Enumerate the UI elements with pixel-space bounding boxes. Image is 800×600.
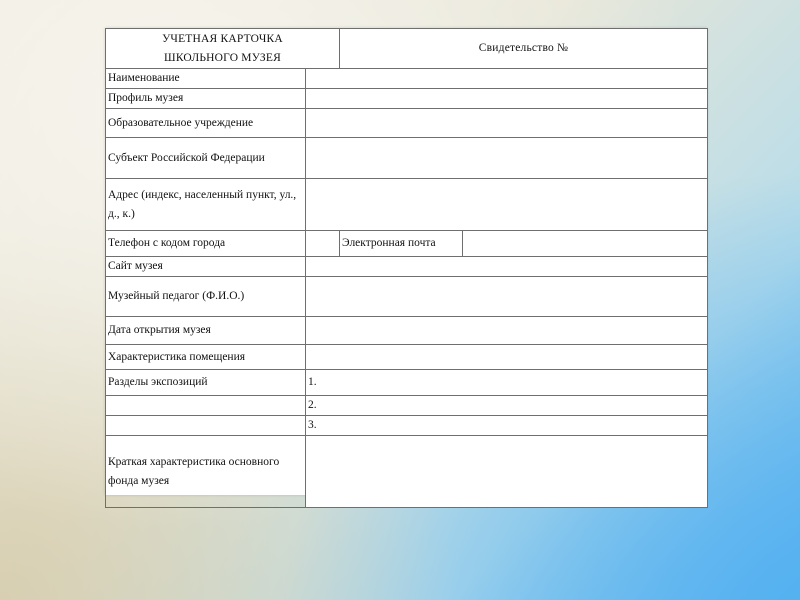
input-institution[interactable] [306, 109, 708, 138]
card-title-line2: ШКОЛЬНОГО МУЗЕЯ [164, 51, 281, 64]
input-teacher[interactable] [306, 277, 708, 317]
sections-label-spacer-3 [106, 416, 306, 436]
label-premises: Характеристика помещения [106, 345, 306, 370]
input-profile[interactable] [306, 89, 708, 109]
table-row-profile [106, 89, 708, 109]
card-title-line1: УЧЕТНАЯ КАРТОЧКА [162, 32, 283, 45]
input-opening-date[interactable] [306, 317, 708, 345]
label-fund: Краткая характеристика основного фонда музея [106, 436, 306, 508]
label-address: Адрес (индекс, населенный пункт, ул., д., к.) [106, 179, 306, 231]
certificate-label: Свидетельство № [340, 29, 708, 69]
input-name[interactable] [306, 69, 708, 89]
table-row-premises [106, 345, 708, 370]
table-row-address [106, 179, 708, 231]
section-number-1[interactable]: 1. [306, 370, 708, 396]
input-email[interactable] [463, 231, 708, 257]
section-number-3[interactable]: 3. [306, 416, 708, 436]
table-row-region [106, 138, 708, 179]
card-title [106, 29, 340, 69]
table-row-sections-2 [106, 396, 708, 416]
label-name: Наименование [106, 69, 306, 89]
label-institution: Образовательное учреждение [106, 109, 306, 138]
table-row-opening-date [106, 317, 708, 345]
label-phone: Телефон с кодом города [106, 231, 306, 257]
input-website[interactable] [306, 257, 708, 277]
table-row-teacher [106, 277, 708, 317]
table-row-fund [106, 436, 708, 508]
label-website: Сайт музея [106, 257, 306, 277]
table-row-contacts [106, 231, 708, 257]
input-premises[interactable] [306, 345, 708, 370]
header-row [106, 29, 708, 69]
sections-label-spacer-2 [106, 396, 306, 416]
table-row-sections-1 [106, 370, 708, 396]
table-row-institution [106, 109, 708, 138]
label-teacher: Музейный педагог (Ф.И.О.) [106, 277, 306, 317]
table-row-sections-3 [106, 416, 708, 436]
label-profile: Профиль музея [106, 89, 306, 109]
input-fund[interactable] [306, 436, 708, 508]
table-row-website [106, 257, 708, 277]
registration-form-table [105, 28, 708, 508]
label-sections: Разделы экспозиций [106, 370, 306, 396]
table-row-name [106, 69, 708, 89]
input-phone[interactable] [306, 231, 340, 257]
section-number-2[interactable]: 2. [306, 396, 708, 416]
label-opening-date: Дата открытия музея [106, 317, 306, 345]
label-region: Субъект Российской Федерации [106, 138, 306, 179]
input-region[interactable] [306, 138, 708, 179]
input-address[interactable] [306, 179, 708, 231]
museum-registration-card [105, 28, 707, 495]
label-email: Электронная почта [340, 231, 463, 257]
